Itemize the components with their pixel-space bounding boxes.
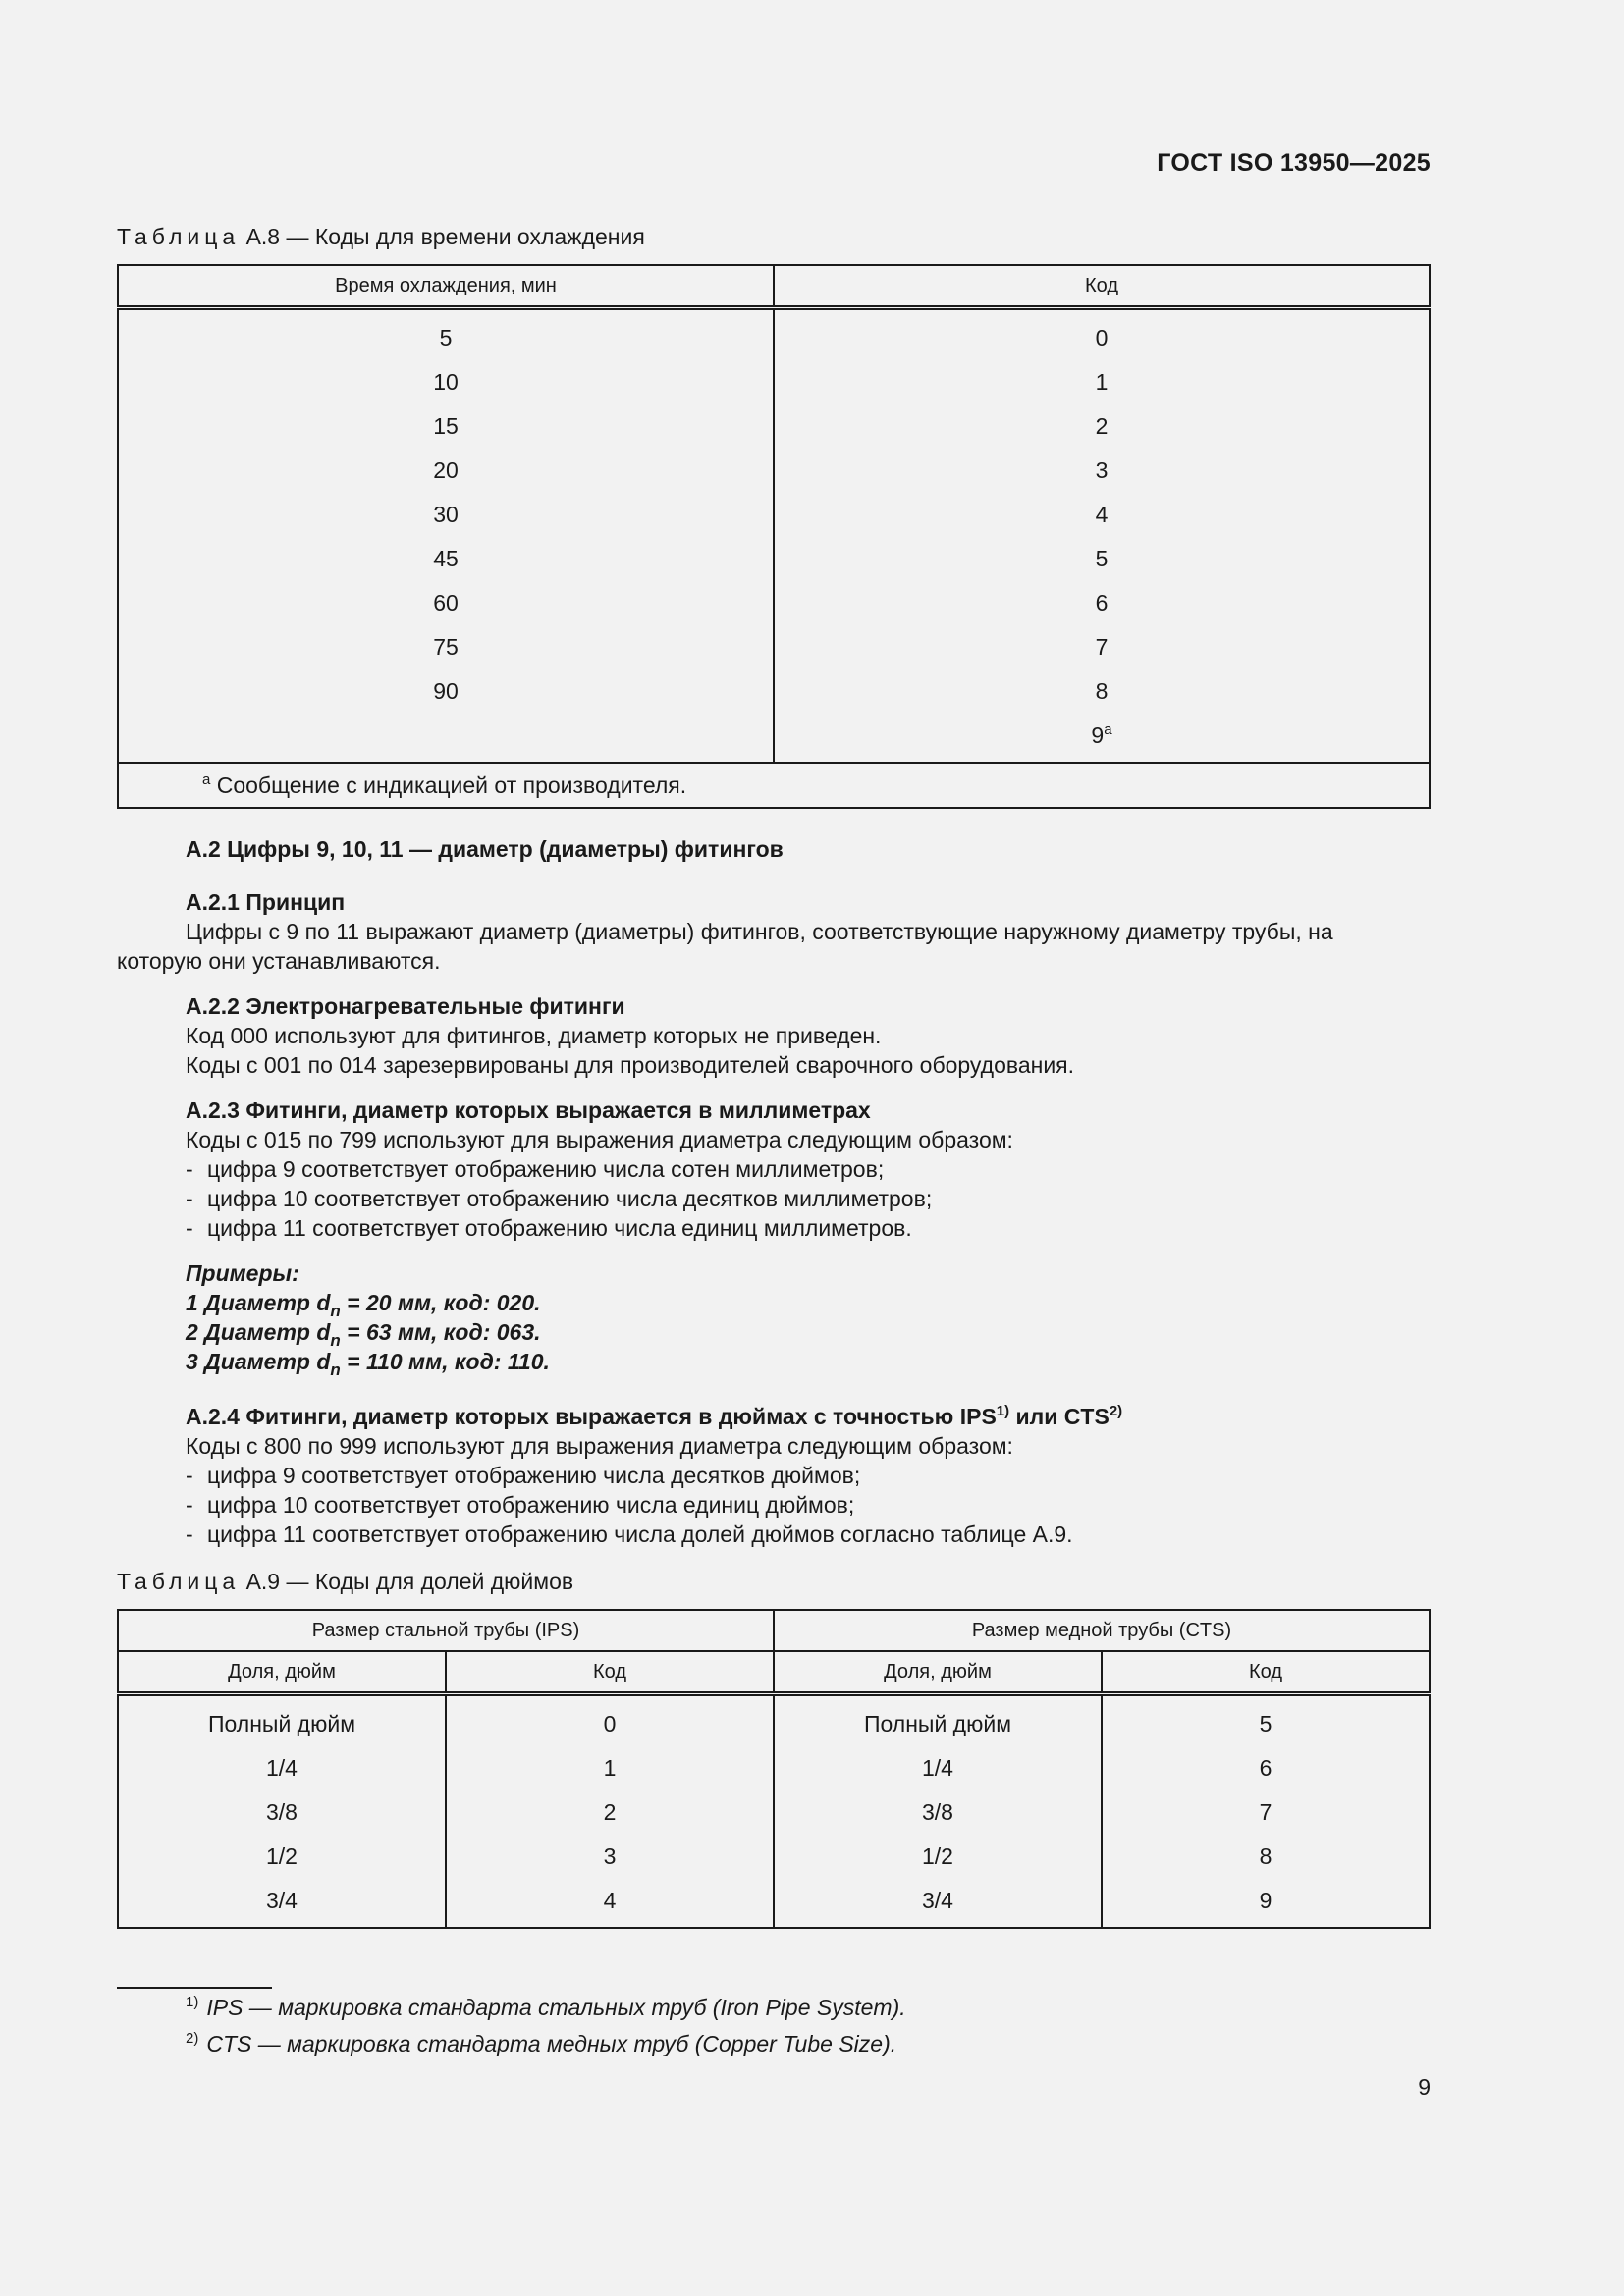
- page-content: [117, 224, 1431, 1929]
- table-row: [118, 714, 1430, 763]
- cell-time: 60: [118, 581, 774, 625]
- example-text: 2 Диаметр d: [186, 1319, 331, 1345]
- cell-code: [774, 404, 1430, 449]
- cell-cts-code: 9: [1102, 1879, 1430, 1928]
- table-caption-text: А.9 — Коды для долей дюймов: [240, 1569, 574, 1594]
- section-a24-title-text: А.2.4 Фитинги, диаметр которых выражается в дюймах с точностью IPS: [186, 1404, 997, 1429]
- footnote-ref: 1): [996, 1403, 1010, 1419]
- section-a22-line: Код 000 используют для фитингов, диаметр которых не приведен.: [186, 1023, 882, 1048]
- list-dash: -: [186, 1215, 193, 1241]
- examples-title: Примеры:: [186, 1260, 299, 1286]
- cell-cts-frac: 3/8: [774, 1790, 1102, 1835]
- cell-ips-code: 2: [446, 1790, 774, 1835]
- cell-time: 5: [118, 308, 774, 361]
- footnote-mark: 2): [186, 2030, 199, 2047]
- table-row: [118, 537, 1430, 581]
- section-a21: [117, 887, 1431, 976]
- cell-time: 30: [118, 493, 774, 537]
- list-item-text: цифра 11 соответствует отображению числа долей дюймов согласно таблице А.9.: [207, 1522, 1073, 1547]
- section-a21-title: А.2.1 Принцип: [186, 889, 346, 915]
- list-item: [117, 1520, 1431, 1549]
- cell-ips-frac: 1/2: [118, 1835, 446, 1879]
- section-a2-title: А.2 Цифры 9, 10, 11 — диаметр (диаметры) фитингов: [186, 836, 784, 862]
- example-text: = 20 мм, код: 020.: [340, 1290, 541, 1315]
- section-a23: [117, 1095, 1431, 1243]
- code-value: 0: [1095, 325, 1109, 350]
- section-a22-title: А.2.2 Электронагревательные фитинги: [186, 993, 625, 1019]
- section-a24-intro: Коды с 800 по 999 используют для выражения диаметра следующим образом:: [186, 1433, 1013, 1459]
- cell-code: [774, 360, 1430, 404]
- cell-code: [774, 493, 1430, 537]
- list-item: [117, 1184, 1431, 1213]
- example-text: = 63 мм, код: 063.: [340, 1319, 541, 1345]
- cell-code: [774, 625, 1430, 669]
- cell-time: 15: [118, 404, 774, 449]
- table-header-cts: Размер медной трубы (CTS): [774, 1610, 1430, 1651]
- cell-cts-code: 5: [1102, 1694, 1430, 1747]
- table-subheader-fraction: Доля, дюйм: [118, 1651, 446, 1694]
- table-row: [118, 625, 1430, 669]
- cell-ips-code: 1: [446, 1746, 774, 1790]
- code-value: 8: [1095, 678, 1109, 704]
- cell-code: [774, 308, 1430, 361]
- section-a2: [117, 834, 1431, 864]
- table-row: [118, 1835, 1430, 1879]
- example-item: [117, 1347, 1431, 1379]
- cell-cts-code: 7: [1102, 1790, 1430, 1835]
- cell-ips-code: 4: [446, 1879, 774, 1928]
- code-value: 4: [1095, 502, 1109, 527]
- cell-time: 90: [118, 669, 774, 714]
- list-item: [117, 1461, 1431, 1490]
- cell-code: [774, 714, 1430, 763]
- table-caption-text: А.8 — Коды для времени охлаждения: [240, 224, 645, 249]
- cell-cts-frac: Полный дюйм: [774, 1694, 1102, 1747]
- cell-cts-frac: 1/2: [774, 1835, 1102, 1879]
- footnote-text: Сообщение с индикацией от производителя.: [210, 772, 687, 798]
- code-value: 6: [1095, 590, 1109, 615]
- table-header-code: Код: [774, 265, 1430, 308]
- list-item: [117, 1490, 1431, 1520]
- table-subheader-code: Код: [1102, 1651, 1430, 1694]
- table-a8-footnote: [118, 763, 1430, 808]
- table-a9: [117, 1609, 1431, 1929]
- examples-block: [117, 1258, 1431, 1379]
- list-dash: -: [186, 1492, 193, 1518]
- table-row: [118, 669, 1430, 714]
- list-item-text: цифра 11 соответствует отображению числа единиц миллиметров.: [207, 1215, 912, 1241]
- table-row: [118, 308, 1430, 361]
- document-standard-id: ГОСТ ISO 13950—2025: [1157, 149, 1431, 177]
- table-row: [118, 404, 1430, 449]
- cell-time: [118, 714, 774, 763]
- table-subheader-fraction: Доля, дюйм: [774, 1651, 1102, 1694]
- cell-code: [774, 537, 1430, 581]
- table-row: [118, 1746, 1430, 1790]
- list-item-text: цифра 10 соответствует отображению числа десятков миллиметров;: [207, 1186, 933, 1211]
- table-a8-caption: [117, 224, 1431, 250]
- list-item: [117, 1154, 1431, 1184]
- section-a24: [117, 1402, 1431, 1549]
- cell-ips-code: 3: [446, 1835, 774, 1879]
- footnote-1: [186, 1995, 906, 2021]
- code-value: 5: [1095, 546, 1109, 571]
- example-subscript: n: [330, 1361, 341, 1379]
- footnote-mark: a: [202, 771, 211, 788]
- footnote-mark: 1): [186, 1994, 199, 2010]
- section-a23-list: [117, 1154, 1431, 1243]
- code-value: 7: [1095, 634, 1109, 660]
- cell-ips-frac: 3/8: [118, 1790, 446, 1835]
- table-row: [118, 360, 1430, 404]
- footnote-text: CTS — маркировка стандарта медных труб (Copper Tube Size).: [206, 2031, 897, 2056]
- cell-code: [774, 581, 1430, 625]
- section-a23-intro: Коды с 015 по 799 используют для выражения диаметра следующим образом:: [186, 1127, 1013, 1152]
- code-value: 2: [1095, 413, 1109, 439]
- example-item: [117, 1288, 1431, 1320]
- code-value: 3: [1095, 457, 1109, 483]
- cell-cts-code: 6: [1102, 1746, 1430, 1790]
- cell-ips-frac: 3/4: [118, 1879, 446, 1928]
- cell-time: 20: [118, 449, 774, 493]
- example-item: [117, 1317, 1431, 1350]
- table-a8: [117, 264, 1431, 809]
- section-a24-list: [117, 1461, 1431, 1549]
- examples-list: [117, 1288, 1431, 1379]
- example-text: = 110 мм, код: 110.: [340, 1349, 550, 1374]
- code-value: 9: [1091, 722, 1105, 748]
- table-header-ips: Размер стальной трубы (IPS): [118, 1610, 774, 1651]
- table-caption-word: Таблица: [117, 224, 241, 249]
- table-a9-caption: [117, 1569, 1431, 1595]
- table-header-time: Время охлаждения, мин: [118, 265, 774, 308]
- section-a22: [117, 991, 1431, 1080]
- list-dash: -: [186, 1156, 193, 1182]
- page-number: 9: [1418, 2074, 1431, 2100]
- list-item-text: цифра 9 соответствует отображению числа сотен миллиметров;: [207, 1156, 885, 1182]
- list-item-text: цифра 10 соответствует отображению числа единиц дюймов;: [207, 1492, 855, 1518]
- list-dash: -: [186, 1186, 193, 1211]
- footnote-2: [186, 2031, 896, 2057]
- example-text: 3 Диаметр d: [186, 1349, 331, 1374]
- list-item: [117, 1213, 1431, 1243]
- table-row: [118, 581, 1430, 625]
- section-a24-title: [117, 1402, 1431, 1431]
- table-subheader-code: Код: [446, 1651, 774, 1694]
- table-row: [118, 1790, 1430, 1835]
- footnote-separator: [117, 1987, 272, 1989]
- section-a24-title-mid: или CTS: [1009, 1404, 1110, 1429]
- table-caption-word: Таблица: [117, 1569, 241, 1594]
- section-a23-title: А.2.3 Фитинги, диаметр которых выражается в миллиметрах: [186, 1097, 871, 1123]
- cell-code: [774, 669, 1430, 714]
- table-row: [118, 1694, 1430, 1747]
- cell-cts-frac: 1/4: [774, 1746, 1102, 1790]
- list-item-text: цифра 9 соответствует отображению числа десятков дюймов;: [207, 1463, 861, 1488]
- cell-time: 10: [118, 360, 774, 404]
- example-text: 1 Диаметр d: [186, 1290, 331, 1315]
- list-dash: -: [186, 1522, 193, 1547]
- section-a22-line: Коды с 001 по 014 зарезервированы для производителей сварочного оборудования.: [186, 1052, 1075, 1078]
- table-row: [118, 1879, 1430, 1928]
- cell-ips-frac: 1/4: [118, 1746, 446, 1790]
- footnote-mark: a: [1104, 721, 1112, 738]
- section-a21-text-cont: которую они устанавливаются.: [117, 948, 441, 974]
- table-row: [118, 449, 1430, 493]
- cell-time: 45: [118, 537, 774, 581]
- footnote-text: IPS — маркировка стандарта стальных труб (Iron Pipe System).: [206, 1995, 906, 2020]
- example-subscript: n: [330, 1302, 341, 1320]
- footnote-ref: 2): [1109, 1403, 1123, 1419]
- section-a21-text: Цифры с 9 по 11 выражают диаметр (диаметры) фитингов, соответствующие наружному диаметру трубы, на: [186, 919, 1333, 944]
- cell-cts-code: 8: [1102, 1835, 1430, 1879]
- cell-ips-frac: Полный дюйм: [118, 1694, 446, 1747]
- list-dash: -: [186, 1463, 193, 1488]
- table-row: [118, 493, 1430, 537]
- code-value: 1: [1095, 369, 1109, 395]
- cell-ips-code: 0: [446, 1694, 774, 1747]
- cell-code: [774, 449, 1430, 493]
- cell-cts-frac: 3/4: [774, 1879, 1102, 1928]
- example-subscript: n: [330, 1331, 341, 1350]
- cell-time: 75: [118, 625, 774, 669]
